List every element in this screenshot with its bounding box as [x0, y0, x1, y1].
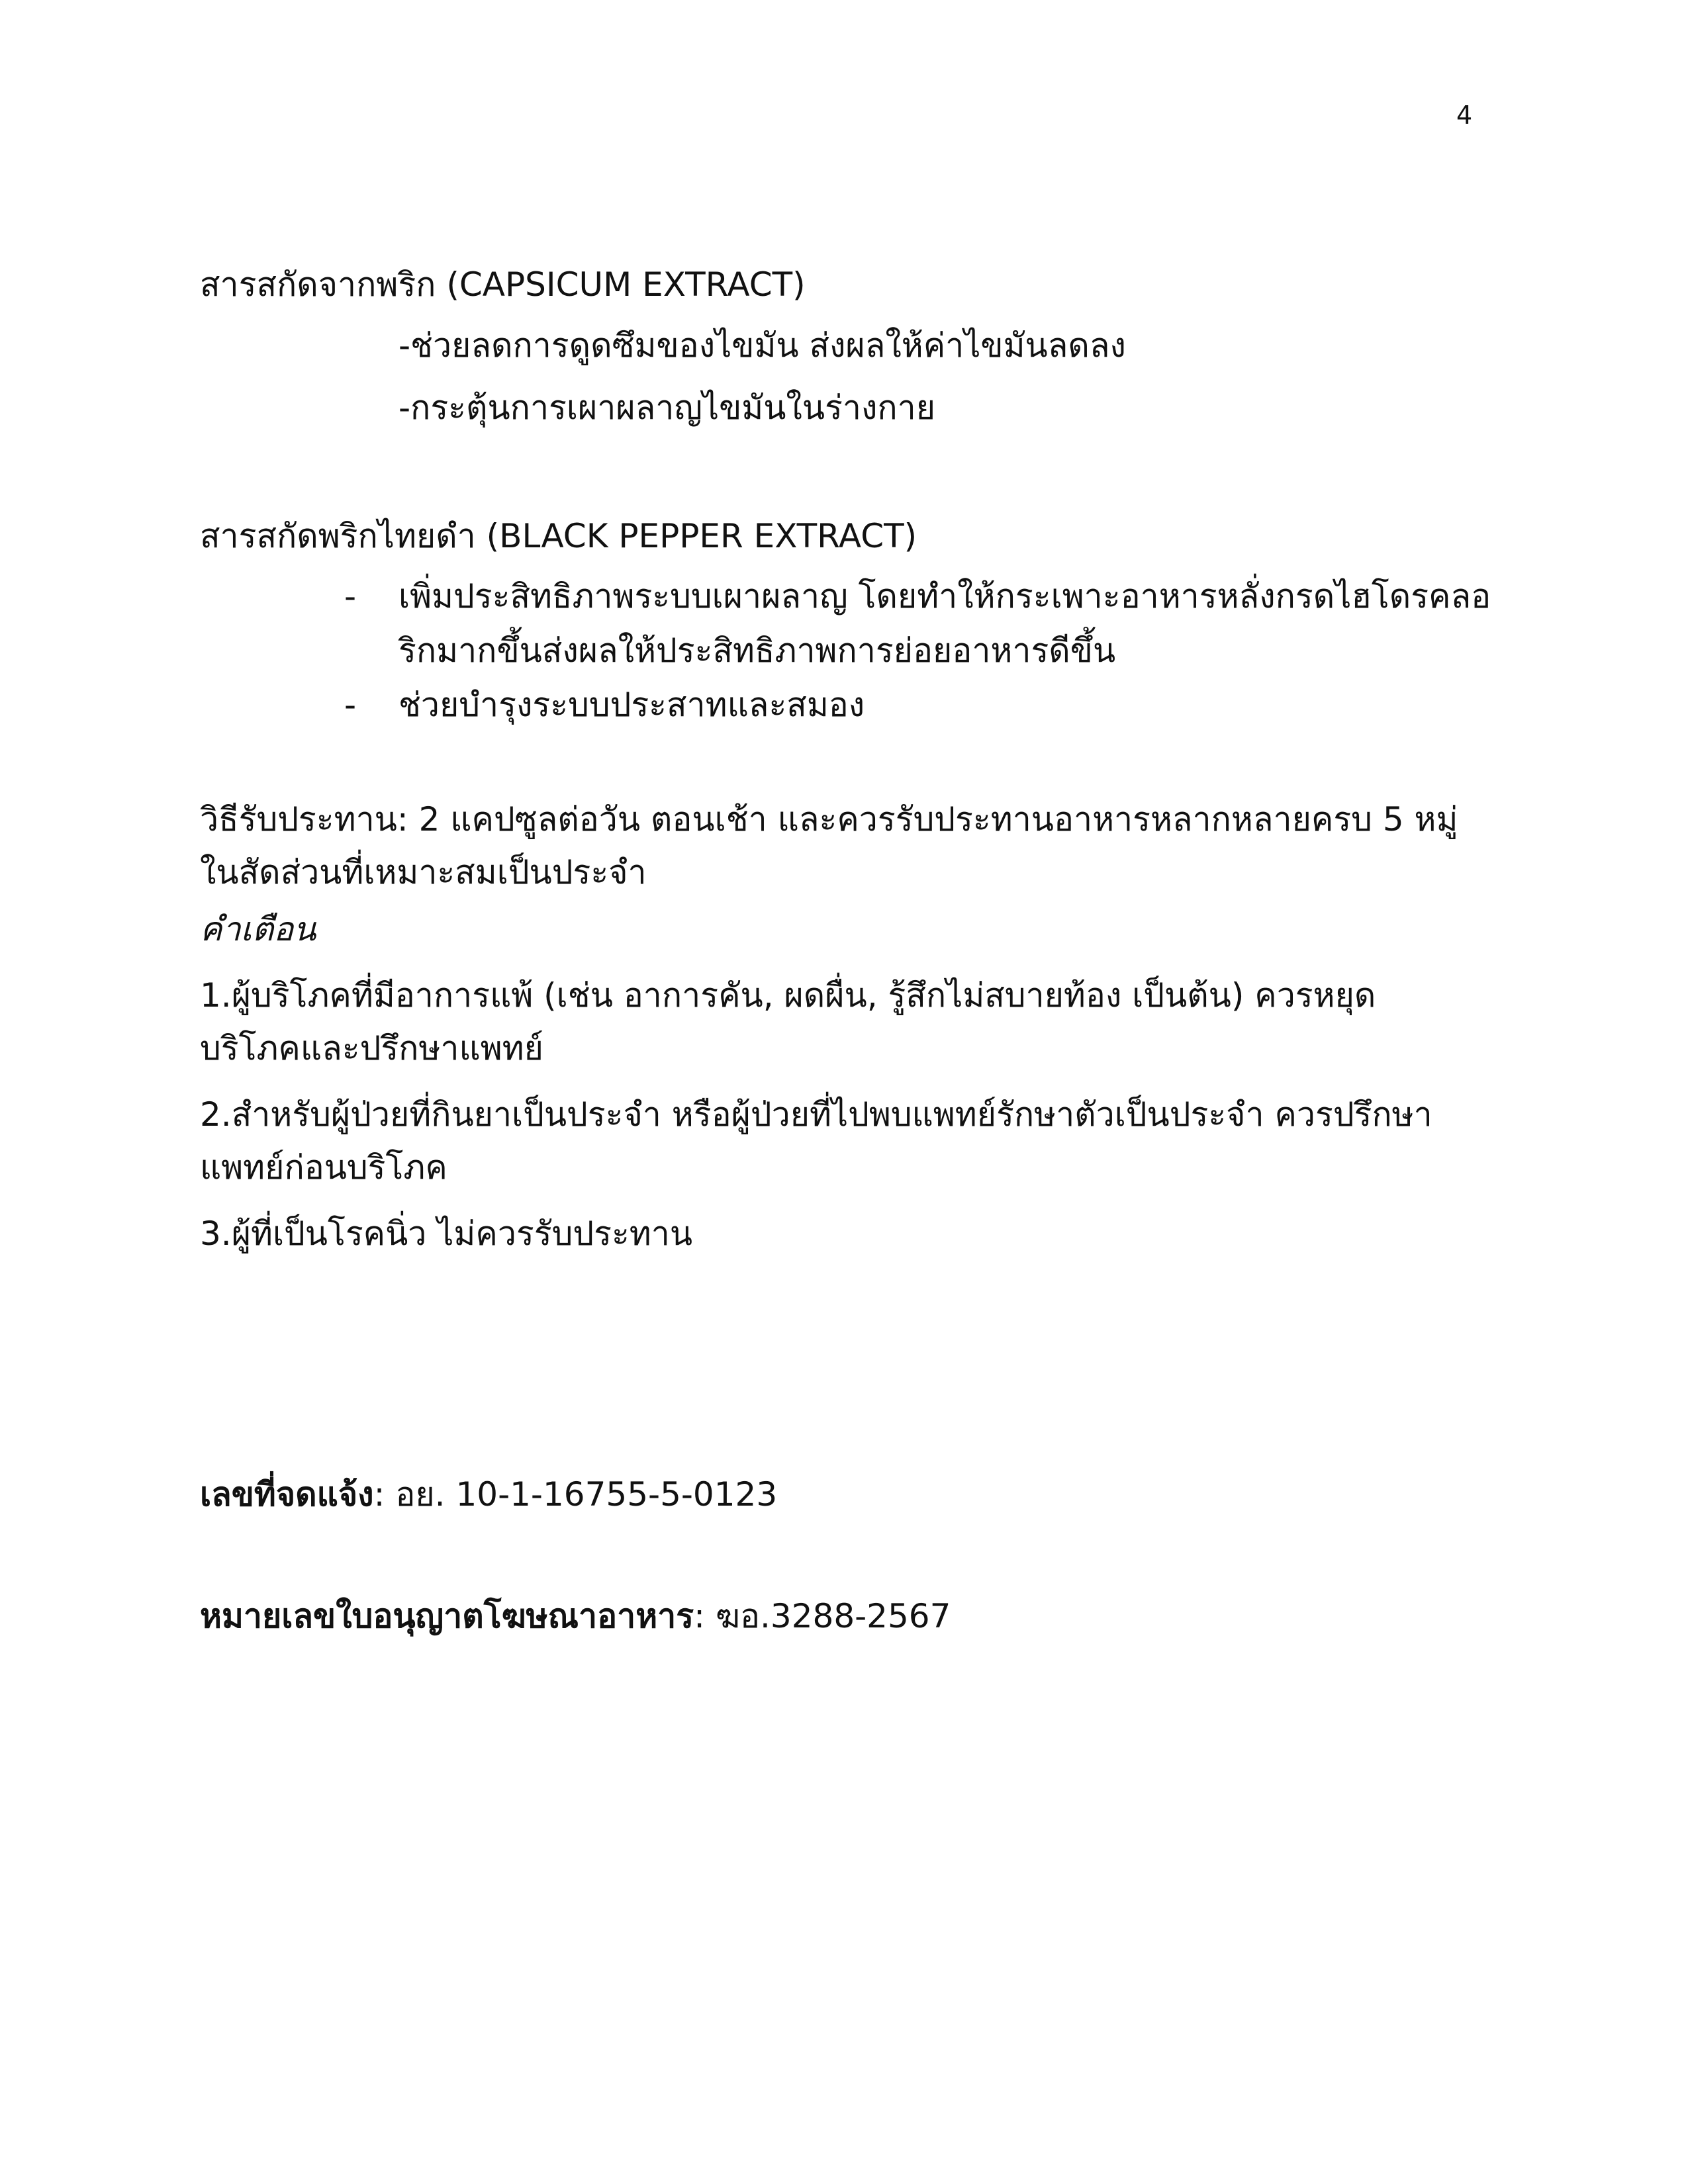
registration-label: เลขที่จดแจ้ง [200, 1475, 374, 1514]
ad-license-section [200, 1590, 1497, 1643]
page-number: 4 [1456, 101, 1473, 130]
bullet-dash: - [344, 686, 357, 724]
warning-item: 2.สำหรับผู้ป่วยที่กินยาเป็นประจำ หรือผู้ป่วยที่ไปพบแพทย์รักษาตัวเป็นประจำ ควรปรึกษาแพทย์ก่อนบริโภค [200, 1095, 1432, 1187]
warning-item: 3.ผู้ที่เป็นโรคนิ่ว ไม่ควรรับประทาน [200, 1214, 693, 1253]
capsicum-benefit-line: -ช่วยลดการดูดซึมของไขมัน ส่งผลให้ค่าไขมันลดลง [399, 326, 1126, 365]
bullet-dash: - [344, 577, 357, 615]
capsicum-heading: สารสกัดจากพริก (CAPSICUM EXTRACT) [200, 265, 806, 304]
capsicum-section [200, 258, 1497, 434]
ad-license-line [200, 1590, 1497, 1643]
ad-license-separator: : [694, 1597, 705, 1635]
black-pepper-benefit-text: เพิ่มประสิทธิภาพระบบเผาผลาญ โดยทำให้กระเพาะอาหารหลั่งกรดไฮโดรคลอริกมากขึ้นส่งผลให้ประสิทธิภาพการย่อยอาหารดีขึ้น [399, 577, 1491, 670]
usage-section [200, 793, 1484, 912]
registration-number: อย. 10-1-16755-5-0123 [385, 1475, 778, 1514]
warning-item: 1.ผู้บริโภคที่มีอาการแพ้ (เช่น อาการคัน, ผดผื่น, รู้สึกไม่สบายท้อง เป็นต้น) ควรหยุดบริโภคและปรึกษาแพทย์ [200, 976, 1376, 1068]
registration-separator: : [373, 1475, 385, 1514]
ad-license-number: ฆอ.3288-2567 [704, 1597, 951, 1635]
black-pepper-section [200, 510, 1497, 732]
registration-line [200, 1468, 1497, 1521]
usage-instructions: วิธีรับประทาน: 2 แคปซูลต่อวัน ตอนเช้า และควรรับประทานอาหารหลากหลายครบ 5 หมู่ ในสัดส่วนที่เหมาะสมเป็นประจำ [200, 800, 1458, 891]
capsicum-benefit-line: -กระตุ้นการเผาผลาญไขมันในร่างกาย [399, 388, 936, 427]
black-pepper-benefit-text: ช่วยบำรุงระบบประสาทและสมอง [399, 686, 865, 724]
list-item [200, 678, 1497, 732]
registration-section [200, 1468, 1497, 1521]
ad-license-label: หมายเลขใบอนุญาตโฆษณาอาหาร [200, 1597, 694, 1635]
black-pepper-benefit-list [200, 569, 1497, 732]
list-item [200, 569, 1497, 678]
warning-title: คำเตือน [200, 910, 316, 948]
warning-section [200, 903, 1471, 1273]
black-pepper-heading: สารสกัดพริกไทยดำ (BLACK PEPPER EXTRACT) [200, 517, 917, 555]
